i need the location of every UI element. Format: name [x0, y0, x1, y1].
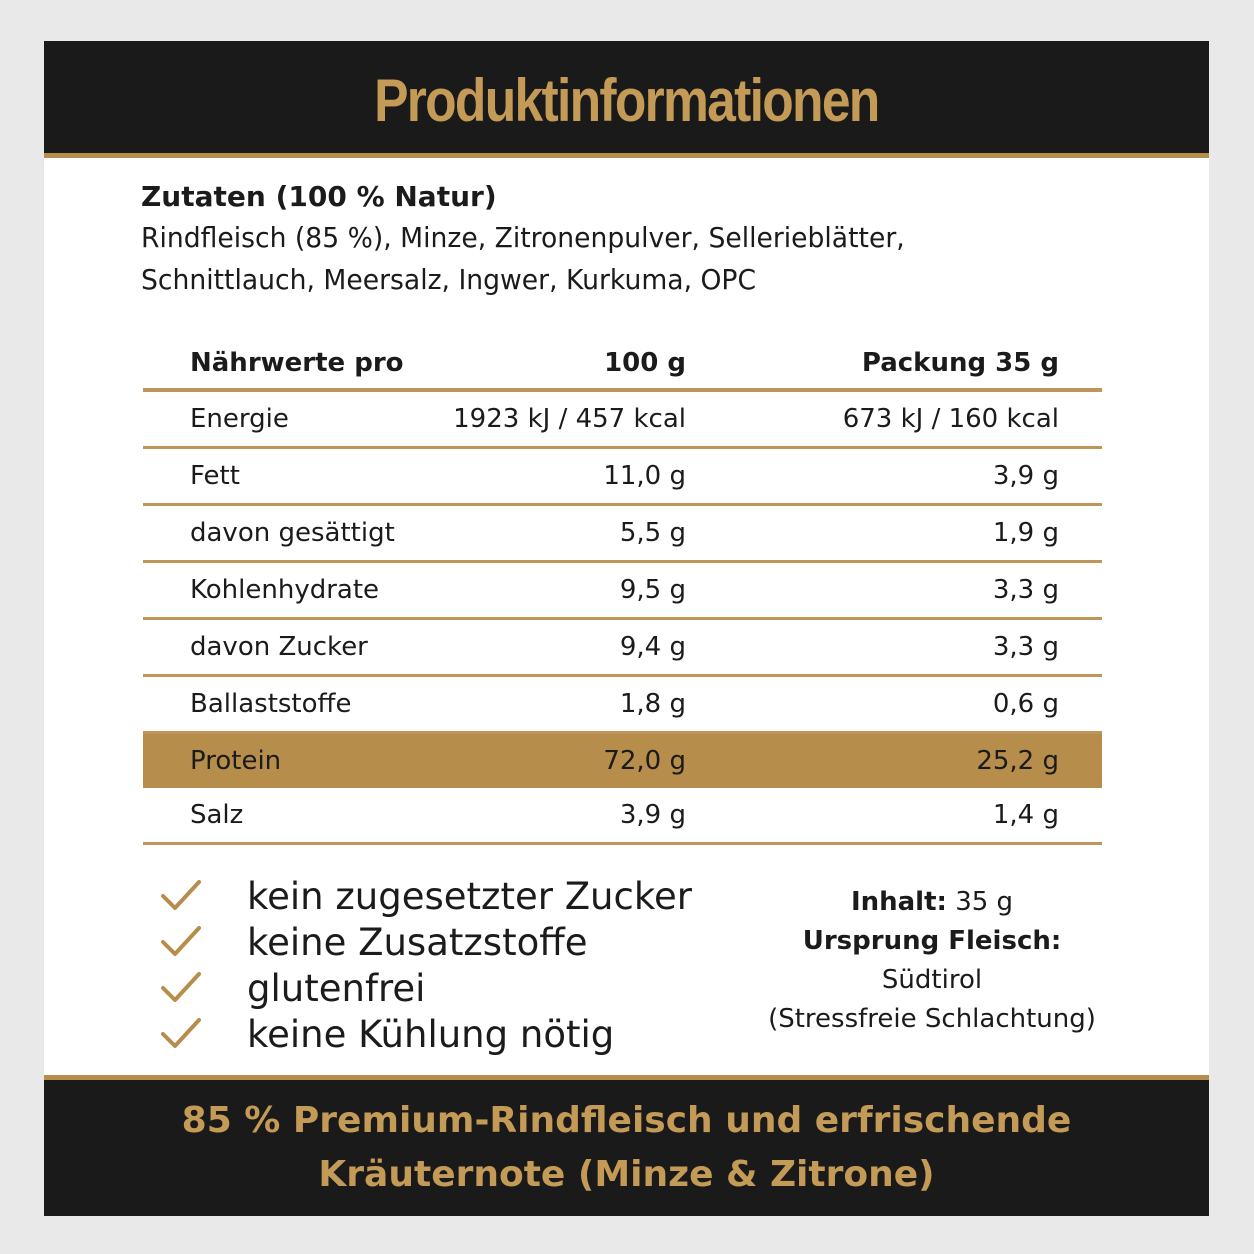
- value-100g: 1,8 g: [619, 689, 686, 719]
- list-item: [159, 919, 692, 965]
- value-pack: 25,2 g: [976, 746, 1059, 776]
- table-row: [143, 449, 1102, 506]
- value-100g: 9,4 g: [619, 632, 686, 662]
- nutrient-label: davon Zucker: [190, 632, 368, 662]
- value-pack: 1,4 g: [992, 800, 1059, 830]
- nutrient-label: Salz: [190, 800, 244, 830]
- ingredients-title: Zutaten (100 % Natur): [141, 180, 497, 213]
- value-pack: 1,9 g: [992, 518, 1059, 548]
- footer-bar: [44, 1075, 1209, 1216]
- nutrient-label: Fett: [190, 461, 240, 491]
- content-value: 35 g: [955, 887, 1014, 917]
- product-info-card: [44, 41, 1209, 1211]
- origin-label: Ursprung Fleisch:: [802, 926, 1062, 956]
- header-bar: [44, 41, 1209, 158]
- features-list: [159, 873, 692, 1057]
- nutrition-header-row: [143, 338, 1102, 392]
- ingredients-line-2: Schnittlauch, Meersalz, Ingwer, Kurkuma, OPC: [141, 263, 757, 296]
- list-item: [159, 873, 692, 919]
- list-item: [159, 1011, 692, 1057]
- origin-line: [752, 922, 1112, 1000]
- ingredients-section: [141, 177, 1021, 301]
- value-pack: 673 kJ / 160 kcal: [842, 404, 1059, 434]
- value-100g: 11,0 g: [603, 461, 686, 491]
- table-row: [143, 677, 1102, 734]
- value-pack: 3,3 g: [992, 575, 1059, 605]
- value-100g: 5,5 g: [619, 518, 686, 548]
- value-100g: 9,5 g: [619, 575, 686, 605]
- origin-value: Südtirol: [881, 965, 983, 995]
- table-row: [143, 506, 1102, 563]
- header-per-100g: 100 g: [604, 348, 686, 378]
- value-100g: 3,9 g: [619, 800, 686, 830]
- feature-text: kein zugesetzter Zucker: [247, 874, 692, 918]
- page-title: Produktinformationen: [374, 66, 879, 134]
- checkmark-icon: [159, 922, 203, 962]
- feature-text: keine Kühlung nötig: [247, 1012, 615, 1056]
- list-item: [159, 965, 692, 1011]
- nutrition-table: [143, 338, 1102, 845]
- table-row: [143, 620, 1102, 677]
- checkmark-icon: [159, 876, 203, 916]
- nutrient-label: davon gesättigt: [190, 518, 395, 548]
- content-label: Inhalt:: [850, 887, 947, 917]
- ingredients-line-1: Rindfleisch (85 %), Minze, Zitronenpulver, Sellerieblätter,: [141, 221, 905, 254]
- value-100g: 1923 kJ / 457 kcal: [453, 404, 686, 434]
- nutrient-label: Protein: [190, 746, 282, 776]
- product-meta: [752, 883, 1112, 1039]
- nutrient-label: Kohlenhydrate: [190, 575, 380, 605]
- nutrient-label: Energie: [190, 404, 289, 434]
- footer-line-1: 85 % Premium-Rindfleisch und erfrischende: [181, 1100, 1072, 1141]
- value-100g: 72,0 g: [603, 746, 686, 776]
- feature-text: glutenfrei: [247, 966, 426, 1010]
- nutrient-label: Ballaststoffe: [190, 689, 352, 719]
- table-row: [143, 392, 1102, 449]
- value-pack: 3,9 g: [992, 461, 1059, 491]
- table-row: [143, 563, 1102, 620]
- table-row: [143, 788, 1102, 845]
- value-pack: 0,6 g: [992, 689, 1059, 719]
- feature-text: keine Zusatzstoffe: [247, 920, 588, 964]
- checkmark-icon: [159, 1014, 203, 1054]
- footer-line-2: Kräuternote (Minze & Zitrone): [318, 1154, 935, 1195]
- content-line: [752, 883, 1112, 922]
- header-nutrient: Nährwerte pro: [190, 348, 404, 378]
- value-pack: 3,3 g: [992, 632, 1059, 662]
- checkmark-icon: [159, 968, 203, 1008]
- table-row-highlighted: [143, 734, 1102, 788]
- header-per-pack: Packung 35 g: [861, 348, 1059, 378]
- slaughter-note: (Stressfreie Schlachtung): [768, 1004, 1096, 1034]
